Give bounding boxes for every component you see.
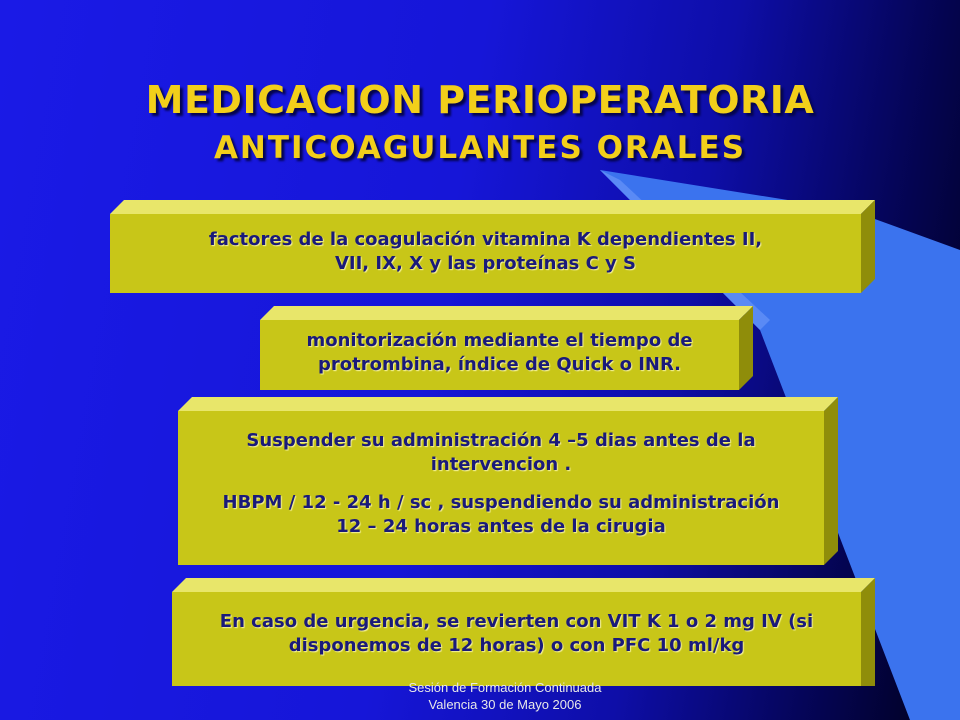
- footer-session: Sesión de Formación Continuada: [408, 680, 602, 695]
- slide-subtitle: ANTICOAGULANTES ORALES: [213, 130, 747, 166]
- footer-date: Valencia 30 de Mayo 2006: [428, 697, 582, 712]
- box-text-line: VII, IX, X y las proteínas C y S: [334, 252, 637, 274]
- slide-title: MEDICACION PERIOPERATORIA: [145, 78, 815, 122]
- info-box-urgency: [172, 578, 875, 686]
- box-text-line: 12 – 24 horas antes de la cirugia: [336, 516, 666, 537]
- box-text-line: En caso de urgencia, se revierten con VIT K 1 o 2 mg IV (si: [219, 611, 814, 632]
- box-text-line: monitorización mediante el tiempo de: [306, 330, 693, 351]
- box-text-line: Suspender su administración 4 –5 dias antes de la: [246, 430, 756, 451]
- info-box-monitoring: [260, 306, 753, 390]
- box-text-line: intervencion .: [430, 454, 572, 475]
- info-box-coagulation-factors: [110, 200, 875, 293]
- box-text-line: HBPM / 12 - 24 h / sc , suspendiendo su administración: [222, 492, 780, 513]
- info-box-suspension: [178, 397, 838, 565]
- box-text-line: protrombina, índice de Quick o INR.: [317, 354, 681, 375]
- box-text-line: factores de la coagulación vitamina K dependientes II,: [208, 228, 763, 250]
- box-text-line: disponemos de 12 horas) o con PFC 10 ml/kg: [288, 635, 745, 656]
